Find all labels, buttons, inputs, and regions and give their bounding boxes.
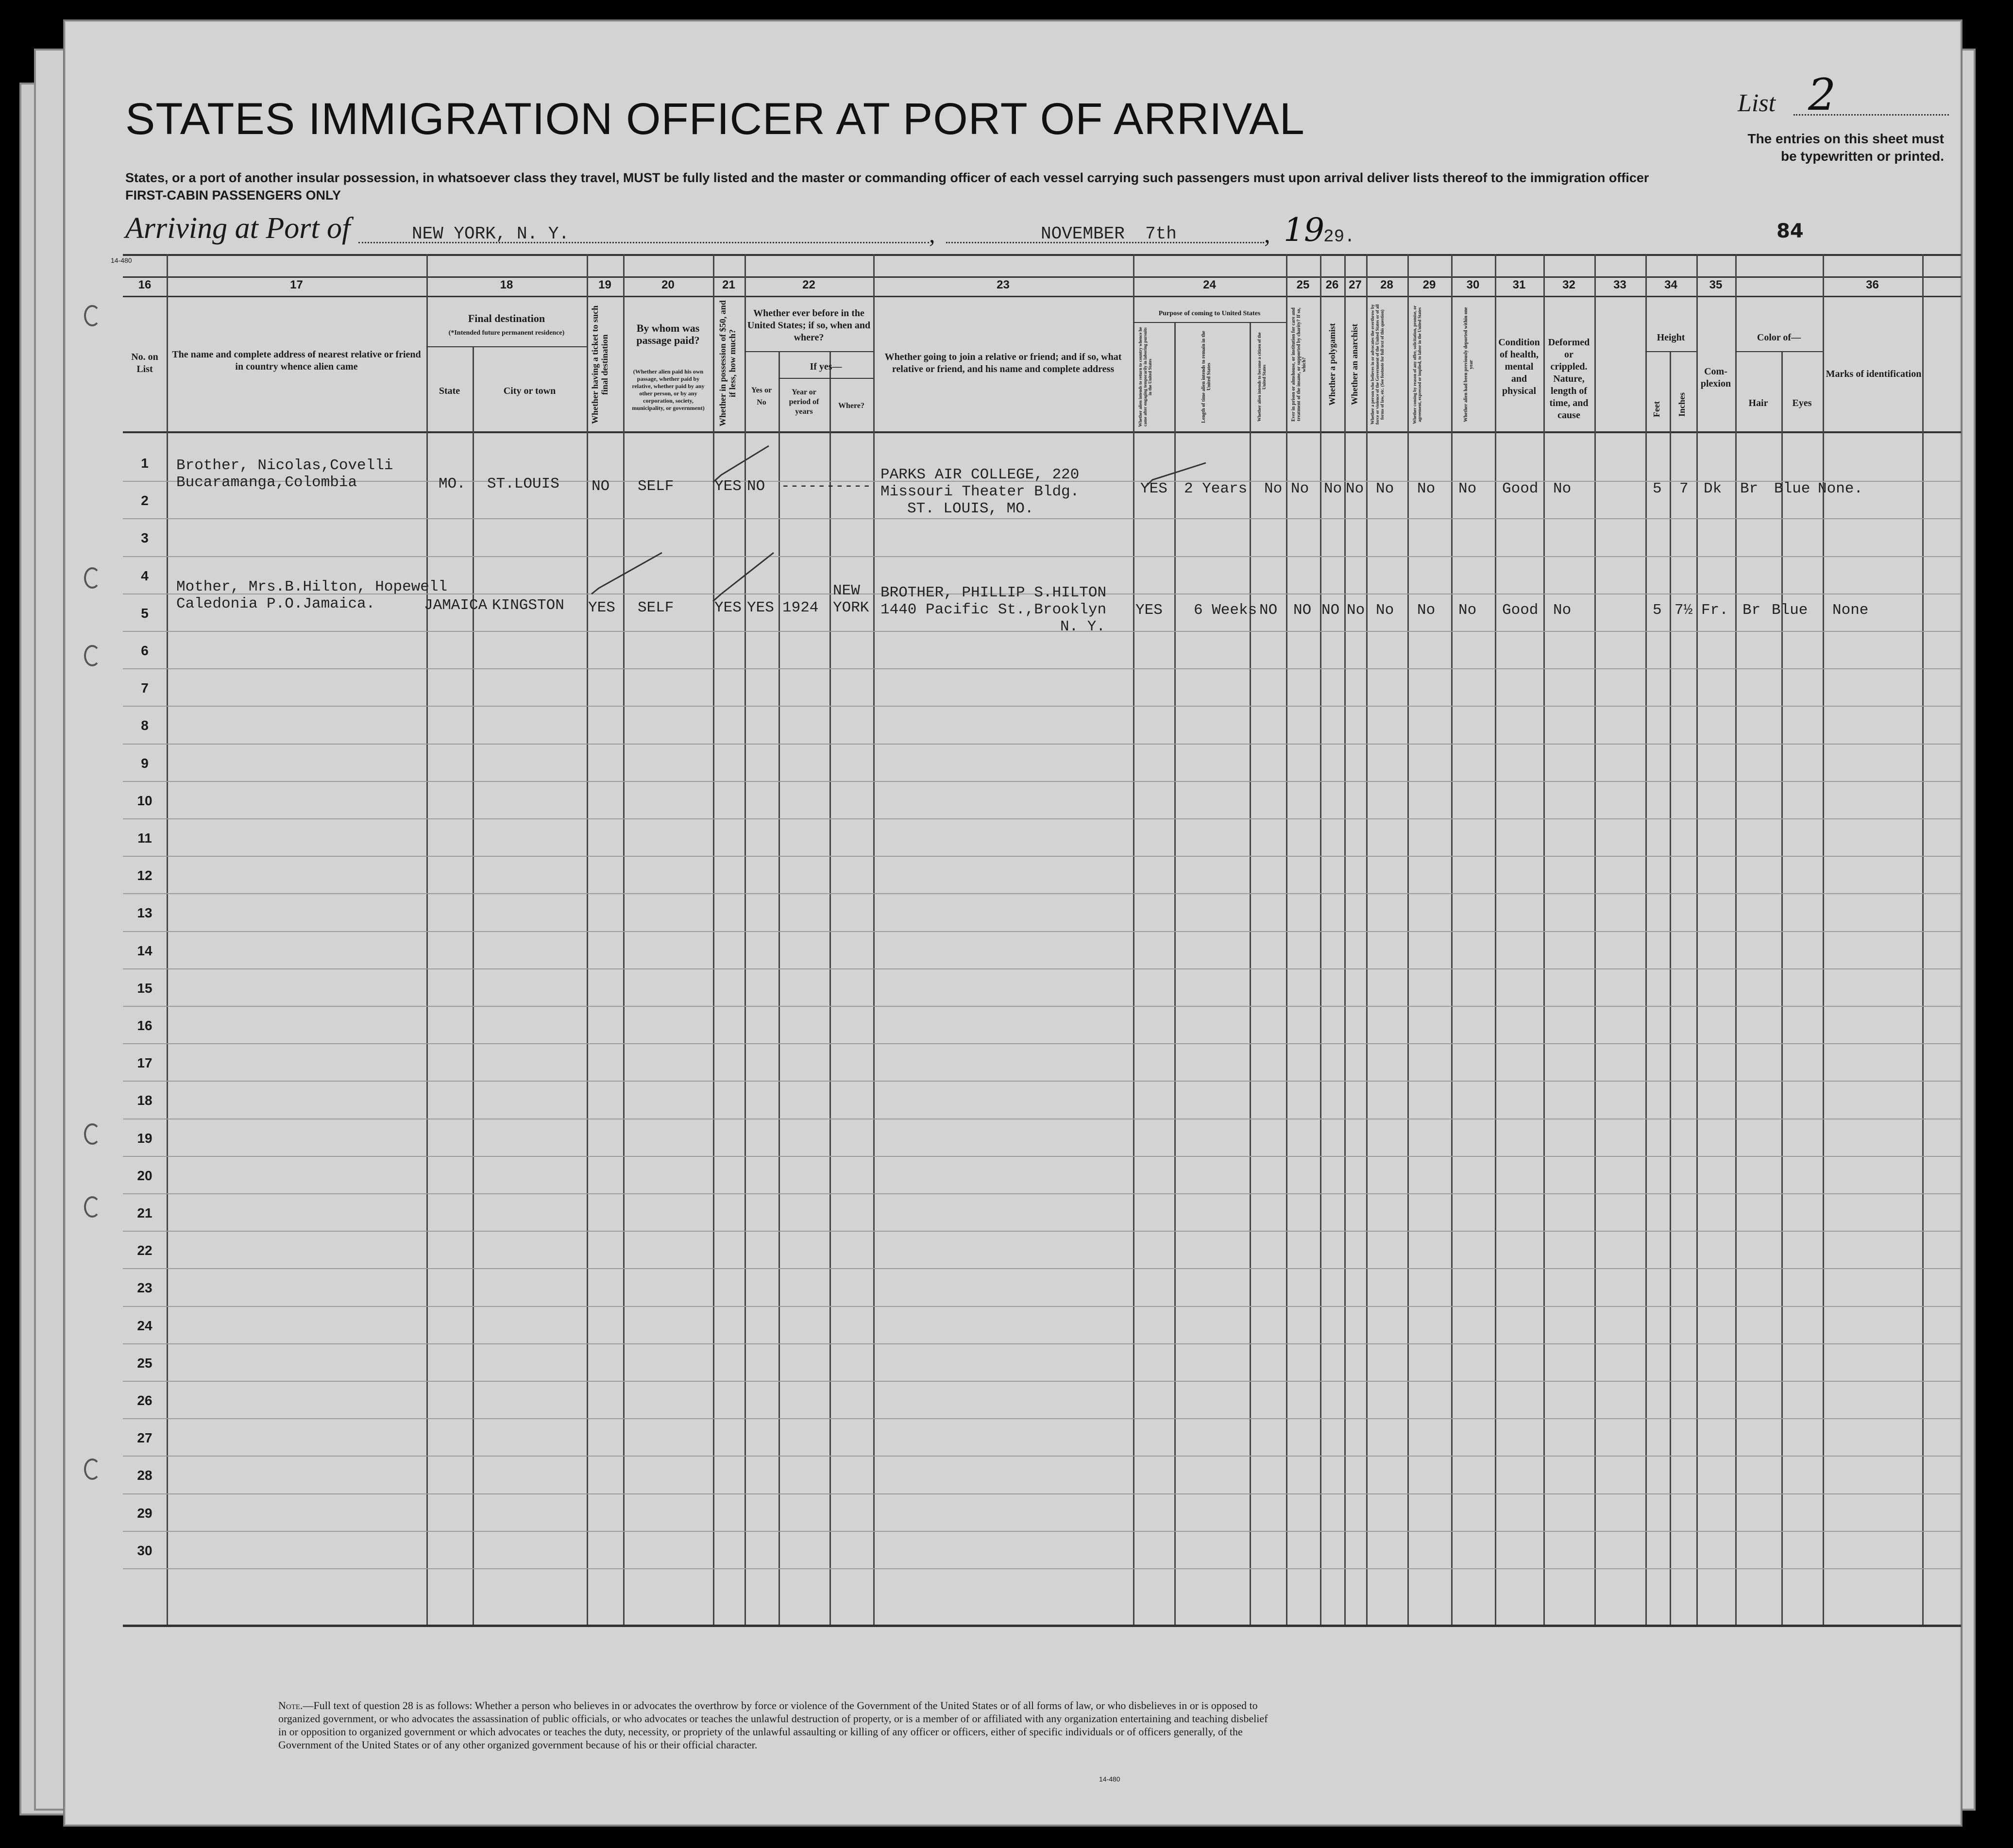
column-number: 30 [1466, 278, 1480, 291]
header-inches: Inches [1677, 392, 1687, 417]
subheader-rule [1645, 351, 1696, 352]
row-rule [123, 706, 1961, 707]
relative-line: Caledonia P.O.Jamaica. [176, 595, 375, 612]
row-number: 10 [137, 793, 152, 808]
header-marks: Marks of identification [1826, 369, 1922, 379]
marks-value: None. [1818, 480, 1863, 497]
punch-hole [84, 1123, 101, 1145]
footnote-label: Note. [278, 1699, 303, 1712]
prison-value: NO [1293, 602, 1312, 619]
purpose-return-value: YES [1135, 602, 1163, 619]
row-rule [123, 1568, 1961, 1569]
header-purpose-citizen: Whether alien intends to become a citizen of the United States [1257, 332, 1267, 422]
page-number: 84 [1776, 220, 1804, 242]
year-suffix: 29. [1323, 227, 1355, 247]
length-value: 6 Weeks [1194, 602, 1257, 619]
header-feet: Feet [1652, 401, 1661, 418]
complexion-value: Dk [1704, 480, 1722, 497]
comma: , [1264, 220, 1270, 248]
column-number: 29 [1422, 278, 1436, 291]
row-rule [123, 1343, 1961, 1344]
header-health: Condition of health, mental and physical [1498, 337, 1540, 396]
check-mark [713, 553, 774, 601]
column-number: 21 [722, 278, 735, 291]
purpose-return-value: YES [1140, 480, 1167, 497]
row-number: 14 [137, 943, 152, 958]
entries-note [1682, 130, 1944, 165]
column-number: 20 [661, 278, 675, 291]
check-mark [592, 553, 662, 594]
column-number: 27 [1349, 278, 1362, 291]
row-rule [123, 1081, 1961, 1082]
column-rule [1781, 351, 1783, 1625]
row-rule [123, 668, 1961, 669]
page-subtitle [125, 169, 1649, 204]
row-rule [123, 1231, 1961, 1232]
subheader-rule [1735, 351, 1823, 352]
row-number: 9 [141, 755, 149, 771]
year-value: 1924 [782, 599, 819, 616]
header-polygamist: Whether a polygamist [1327, 323, 1337, 406]
table-bottom-rule [123, 1625, 1961, 1627]
before-value: YES [747, 599, 774, 616]
row-number: 25 [137, 1355, 152, 1371]
row-rule [123, 1043, 1961, 1044]
manifest-table [123, 254, 1961, 1638]
solicitation-value: No [1417, 602, 1436, 619]
join-line: N. Y. [1060, 618, 1106, 635]
row-number: 3 [141, 530, 149, 546]
where-line: NEW [833, 582, 860, 599]
entries-note-line: be typewritten or printed. [1780, 149, 1944, 164]
header-if-yes: If yes— [810, 361, 842, 372]
eyes-value: Blue [1774, 480, 1810, 497]
relative-line: Brother, Nicolas,Covelli [176, 457, 393, 474]
column-number: 24 [1203, 278, 1216, 291]
where-line: YORK [833, 599, 869, 616]
year-value: ---------- [781, 478, 872, 495]
header-deported: Whether alien had been previously deported within one year [1463, 307, 1474, 422]
manifest-sheet [63, 19, 1962, 1827]
row-rule [123, 1531, 1961, 1532]
row-rule [123, 1193, 1961, 1194]
arriving-label: Arriving at Port of [125, 212, 351, 245]
row-number: 8 [141, 718, 149, 733]
column-number: 31 [1512, 278, 1526, 291]
header-year-period: Year or period of years [789, 388, 819, 416]
header-purpose: Purpose of coming to United States [1158, 310, 1261, 317]
deformed-value: No [1553, 480, 1572, 497]
header-height: Height [1657, 332, 1685, 343]
inches-value: 7 [1679, 480, 1689, 497]
punch-hole [84, 567, 101, 589]
row-number: 4 [141, 568, 149, 583]
header-ticket: Whether having a ticket to such final destination [590, 305, 609, 424]
header-prison: Ever in prison or almshouse, or institution for care and treatment of the insane, or supported by charity? If so, which? [1291, 307, 1307, 422]
footnote-form-number: 14-480 [1099, 1775, 1120, 1783]
column-number: 22 [802, 278, 815, 291]
deported-value: No [1458, 480, 1477, 497]
column-number: 28 [1380, 278, 1393, 291]
row-number: 16 [137, 1018, 152, 1033]
row-rule [123, 1418, 1961, 1419]
join-line: BROTHER, PHILLIP S.HILTON [880, 584, 1107, 601]
row-number: 1 [141, 456, 149, 471]
money-value: YES [714, 478, 742, 495]
row-number: 11 [137, 831, 152, 846]
length-value: 2 Years [1184, 480, 1248, 497]
header-city: City or town [503, 386, 556, 396]
header-money: Whether in possession of $50, and if less, how much? [718, 300, 737, 426]
subtitle-line: FIRST-CABIN PASSENGERS ONLY [125, 188, 341, 203]
header-eyes: Eyes [1792, 398, 1812, 408]
column-number: 25 [1296, 278, 1310, 291]
row-number: 12 [137, 868, 152, 883]
prison-value: No [1291, 480, 1309, 497]
header-anarchist: Whether an anarchist [1350, 323, 1359, 406]
header-no-on-list: No. on List [131, 352, 158, 374]
check-marks [123, 254, 1288, 643]
row-number: 29 [137, 1505, 152, 1521]
header-deformed: Deformed or crippled. Nature, length of time, and cause [1548, 337, 1590, 421]
column-number: 33 [1613, 278, 1626, 291]
row-rule [123, 893, 1961, 894]
row-rule [123, 818, 1961, 819]
city-value: ST.LOUIS [487, 475, 559, 492]
hair-value: Br [1740, 480, 1759, 497]
overthrow-value: No [1376, 602, 1394, 619]
column-number: 23 [997, 278, 1010, 291]
column-number: 34 [1664, 278, 1677, 291]
row-rule [123, 856, 1961, 857]
ticket-value: YES [588, 599, 615, 616]
join-line: 1440 Pacific St.,Brooklyn [880, 601, 1107, 618]
row-number: 2 [141, 493, 149, 509]
relative-line: Mother, Mrs.B.Hilton, Hopewell [176, 578, 448, 595]
header-color-of: Color of— [1757, 332, 1801, 343]
header-final-destination: Final destination [468, 312, 545, 324]
feet-value: 5 [1653, 602, 1662, 619]
paid-value: SELF [638, 599, 674, 616]
header-purpose-length: Length of time alien intends to remain in the United States [1201, 331, 1212, 423]
footnote [278, 1699, 1269, 1751]
header-joining: Whether going to join a relative or friend; and if so, what relative or friend, and his name and complete address [884, 352, 1122, 374]
column-number: 32 [1562, 278, 1575, 291]
header-passage-paid: By whom was passage paid? [636, 322, 700, 346]
header-state: State [439, 386, 460, 396]
join-line: PARKS AIR COLLEGE, 220 [880, 466, 1080, 483]
row-rule [123, 1268, 1961, 1269]
city-value: KINGSTON [492, 597, 564, 614]
join-line: Missouri Theater Bldg. [880, 483, 1080, 500]
form-number: 14-480 [111, 256, 132, 264]
row-number: 19 [137, 1130, 152, 1146]
check-mark [1145, 463, 1206, 487]
header-purpose-return: Whether alien intends to return to country whence he came after engaging temporarily in laboring pursuits in the United States [1138, 327, 1152, 427]
column-number: 17 [290, 278, 303, 291]
header-solicitation: Whether coming by reason of any offer, solicitation, promise, or agreement, expressed or implied, to labor in the United States [1412, 305, 1422, 424]
comma: , [929, 220, 935, 248]
header-passage-paid-note: (Whether alien paid his own passage, whether paid by relative, whether paid by any other person, or by any corporation, society, municipality, or government) [632, 368, 705, 411]
row-number: 20 [137, 1168, 152, 1183]
row-number: 15 [137, 980, 152, 996]
row-number: 30 [137, 1543, 152, 1558]
eyes-value: Blue [1772, 602, 1808, 619]
column-number: 19 [598, 278, 611, 291]
punch-hole [84, 645, 101, 666]
anarchist-value: No [1347, 602, 1365, 619]
feet-value: 5 [1653, 480, 1662, 497]
check-mark [713, 446, 769, 482]
row-number: 13 [137, 905, 152, 921]
row-rule [123, 1306, 1961, 1307]
page-title: STATES IMMIGRATION OFFICER AT PORT OF ARRIVAL [125, 94, 1305, 144]
complexion-value: Fr. [1701, 602, 1728, 619]
day-value: 7th [1145, 224, 1177, 244]
year-prefix: 19 [1284, 211, 1324, 249]
row-rule [123, 1493, 1961, 1494]
month-value: NOVEMBER [1041, 224, 1125, 244]
overthrow-value: No [1376, 480, 1394, 497]
row-number: 6 [141, 643, 149, 658]
punch-hole [84, 305, 101, 326]
money-value: YES [714, 599, 742, 616]
column-rule [1670, 351, 1671, 1625]
citizen-value: No [1264, 480, 1283, 497]
row-number: 17 [137, 1055, 152, 1071]
subtitle-line: States, or a port of another insular possession, in whatsoever class they travel, MUST be fully listed and the master or commanding officer of each vessel carrying such passengers must upon arrival deliver lists thereof to the immigration officer [125, 170, 1649, 185]
column-number: 16 [138, 278, 152, 291]
citizen-value: NO [1259, 602, 1278, 619]
column-number: 36 [1866, 278, 1879, 291]
row-number: 21 [137, 1205, 152, 1221]
relative-line: Bucaramanga,Colombia [176, 474, 357, 491]
column-number: 18 [500, 278, 513, 291]
header-relative-address: The name and complete address of nearest relative or friend in country whence alien came [172, 349, 421, 372]
header-final-destination-note: (*Intended future permanent residence) [448, 329, 565, 337]
list-number: 2 [1808, 69, 1836, 120]
row-number: 27 [137, 1430, 152, 1446]
row-number: 18 [137, 1093, 152, 1108]
deported-value: No [1458, 602, 1477, 619]
port-value: NEW YORK, N. Y. [412, 224, 570, 244]
row-number: 26 [137, 1393, 152, 1408]
punch-hole [84, 1196, 101, 1218]
hair-value: Br [1742, 602, 1761, 619]
polygamist-value: NO [1321, 602, 1340, 619]
row-rule [123, 1381, 1961, 1382]
paid-value: SELF [638, 478, 674, 495]
state-value: MO. [439, 475, 466, 492]
row-number: 28 [137, 1468, 152, 1483]
row-number: 5 [141, 605, 149, 621]
deformed-value: No [1553, 602, 1572, 619]
row-rule [123, 744, 1961, 745]
row-rule [123, 1456, 1961, 1457]
row-rule [123, 931, 1961, 932]
header-overthrow: Whether a person who believes in or advocates the overthrow by force or violence of the Government of the United States or of all forms of law, etc. (See footnote for full text of this question) [1370, 304, 1385, 425]
polygamist-value: No [1324, 480, 1342, 497]
column-number: 26 [1325, 278, 1339, 291]
state-value: JAMAICA [424, 597, 488, 614]
row-rule [123, 968, 1961, 969]
punch-hole [84, 1458, 101, 1480]
ticket-value: NO [592, 478, 610, 495]
row-number: 7 [141, 680, 149, 696]
column-number: 35 [1709, 278, 1723, 291]
header-complexion: Com-plexion [1700, 366, 1731, 389]
join-line: ST. LOUIS, MO. [907, 500, 1034, 517]
header-before-in-us: Whether ever before in the United States; if so, when and where? [747, 308, 871, 343]
row-number: 22 [137, 1243, 152, 1258]
header-hair: Hair [1748, 398, 1768, 408]
before-value: NO [747, 478, 765, 495]
anarchist-value: No [1346, 480, 1364, 497]
inches-value: 7½ [1675, 602, 1693, 619]
row-rule [123, 781, 1961, 782]
footnote-text: —Full text of question 28 is as follows: Whether a person who believes in or advocates the overthrow by force or violence of the Government of the United States or of all forms of law, or who disbelieves in or is opposed to organized government, or who advocates the assassination of public officials, or who advocates or teaches the unlawful destruction of property, or is a member of or affiliated with any organization entertaining and teaching disbelief in or opposition to organized government or which advocates or teaches the duty, necessity, or propriety of the unlawful assaulting or killing of any officer or officers, either of specific individuals or of officers generally, of the Government of the United States or of any other organized government because of his or their official character. [278, 1699, 1268, 1751]
header-yes-no: Yes or No [751, 386, 772, 407]
header-where: Where? [838, 402, 864, 410]
list-label: List [1738, 89, 1776, 117]
solicitation-value: No [1417, 480, 1436, 497]
row-rule [123, 1156, 1961, 1157]
health-value: Good [1502, 602, 1539, 619]
row-number: 24 [137, 1318, 152, 1333]
entries-note-line: The entries on this sheet must [1747, 131, 1944, 146]
row-number: 23 [137, 1280, 152, 1296]
health-value: Good [1502, 480, 1539, 497]
marks-value: None [1832, 602, 1869, 619]
row-rule [123, 1006, 1961, 1007]
